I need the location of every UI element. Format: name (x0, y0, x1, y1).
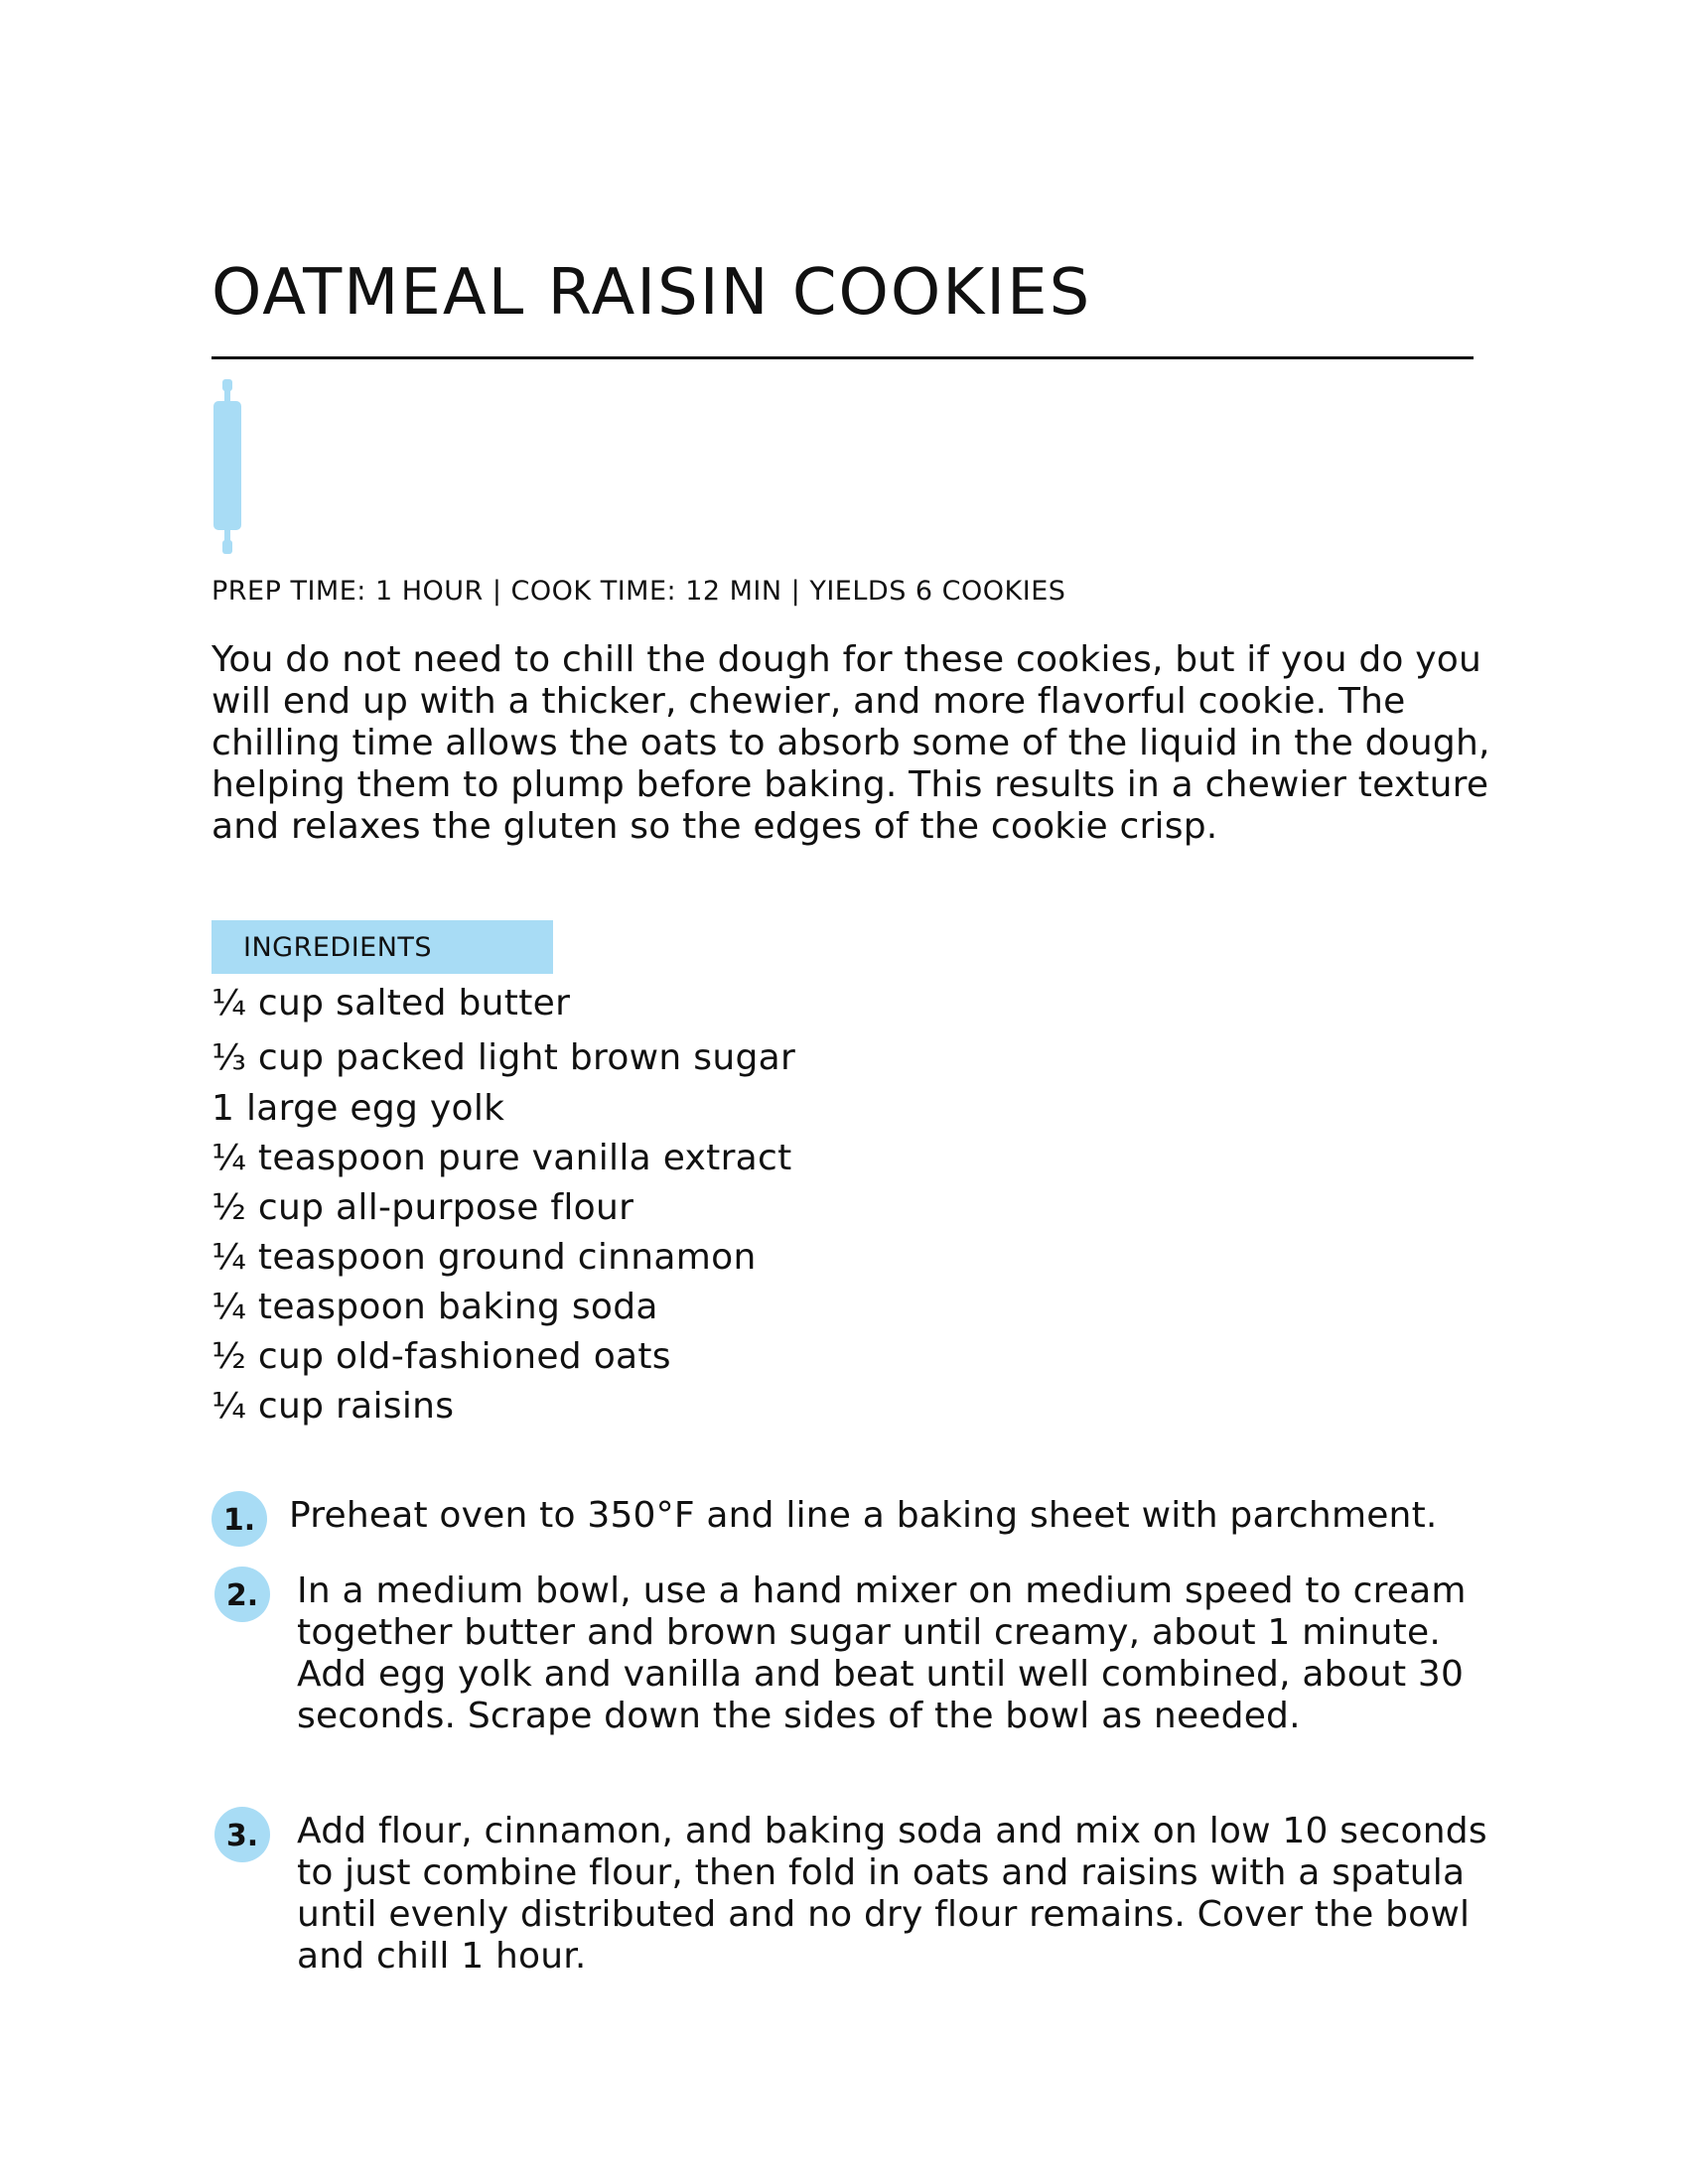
step-number-badge (211, 1491, 267, 1547)
step-text: Add flour, cinnamon, and baking soda and mix on low 10 seconds to just combine flour, then fold in oats and raisins with a spatula until evenly distributed and no dry flour remains. Cover the bowl and chill 1 hour. (297, 1811, 1487, 1977)
step-text: Preheat oven to 350°F and line a baking sheet with parchment. (289, 1495, 1438, 1536)
ingredients-heading-label: INGREDIENTS (243, 932, 433, 963)
step-number: 2. (225, 1578, 259, 1613)
ingredient-item: ¼ teaspoon ground cinnamon (211, 1237, 757, 1278)
ingredient-item: ¼ teaspoon baking soda (211, 1287, 658, 1327)
ingredient-item: ¼ teaspoon pure vanilla extract (211, 1138, 792, 1178)
ingredient-item: ¼ cup salted butter (211, 983, 571, 1024)
rolling-pin-icon (210, 379, 245, 554)
ingredients-heading (211, 920, 553, 974)
recipe-meta: PREP TIME: 1 HOUR | COOK TIME: 12 MIN | YIELDS 6 COOKIES (211, 576, 1066, 607)
ingredient-item: ½ cup old-fashioned oats (211, 1336, 671, 1377)
ingredient-item: ¼ cup raisins (211, 1386, 455, 1427)
ingredient-item: ⅓ cup packed light brown sugar (211, 1037, 796, 1078)
step-number: 3. (225, 1819, 259, 1853)
recipe-intro: You do not need to chill the dough for these cookies, but if you do you will end up with a thicker, chewier, and more flavorful cookie. The chilling time allows the oats to absorb some of the liquid in the dough, helping them to plump before baking. This results in a chewier texture and relaxes the gluten so the edges of the cookie crisp. (211, 639, 1490, 847)
title-divider (211, 356, 1474, 359)
step-number-badge (214, 1567, 270, 1622)
ingredient-item: 1 large egg yolk (211, 1088, 505, 1129)
step-number: 1. (222, 1503, 256, 1538)
recipe-title: OATMEAL RAISIN COOKIES (211, 256, 1092, 330)
page-bottom-margin (0, 1989, 1688, 2184)
ingredient-item: ½ cup all-purpose flour (211, 1187, 634, 1228)
step-number-badge (214, 1807, 270, 1862)
step-text: In a medium bowl, use a hand mixer on medium speed to cream together butter and brown sugar until creamy, about 1 minute. Add egg yolk and vanilla and beat until well combined, about 30 seconds. Scrape down the sides of the bowl as needed. (297, 1570, 1467, 1736)
